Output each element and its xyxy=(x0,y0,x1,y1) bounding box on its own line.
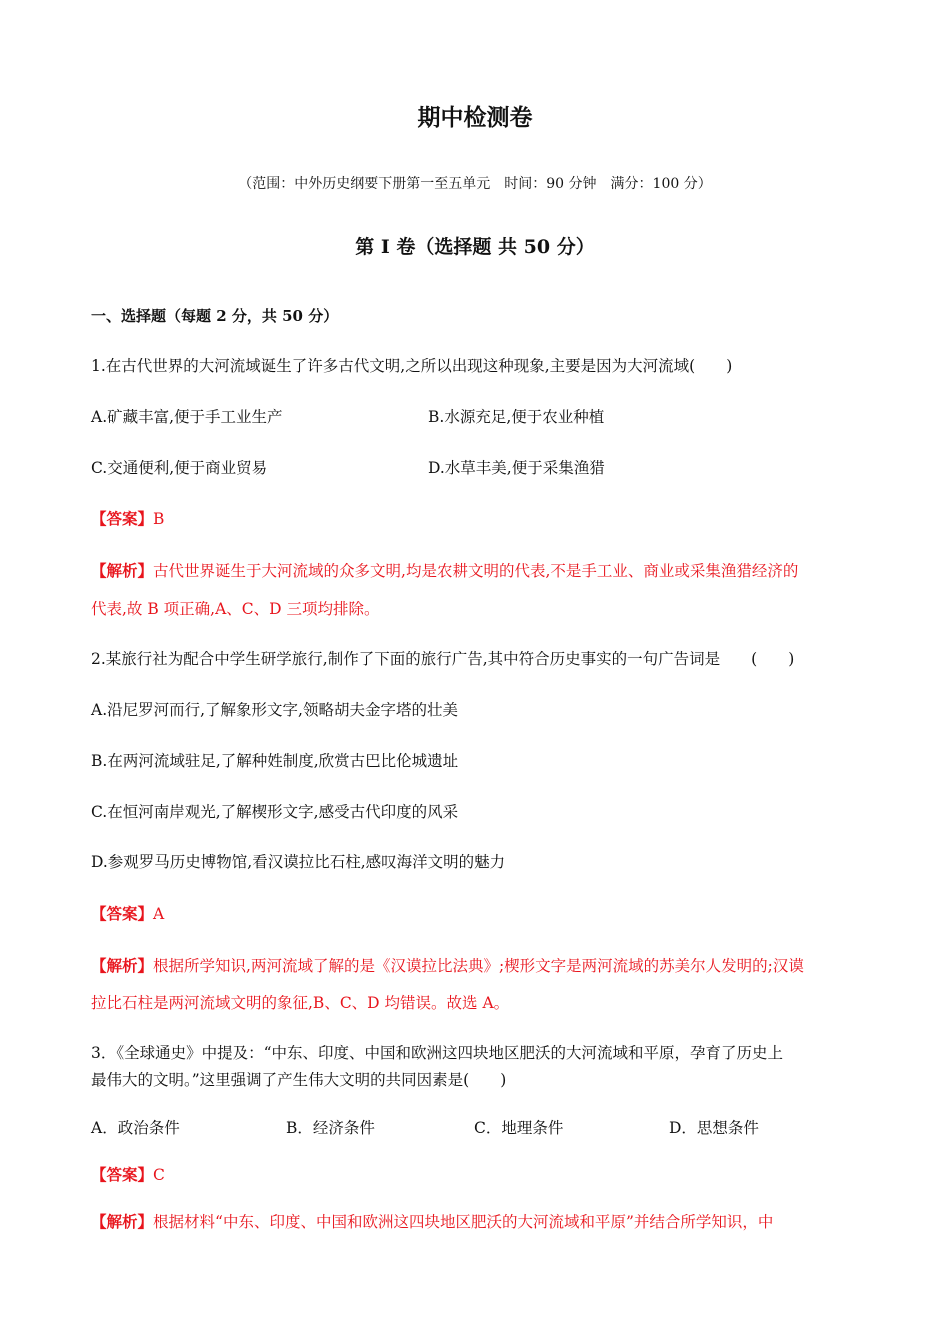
q1-answer-value: B xyxy=(153,510,165,528)
q2-option-a: A.沿尼罗河而行,了解象形文字,领略胡夫金字塔的壮美 xyxy=(91,701,458,719)
q2-answer-value: A xyxy=(153,905,165,923)
q3-answer-label: 【答案】 xyxy=(91,1165,154,1184)
q3-option-b: B．经济条件 xyxy=(286,1119,375,1137)
q2-analysis-text-1: 根据所学知识,两河流域了解的是《汉谟拉比法典》;楔形文字是两河流域的苏美尔人发明的;汉谟 xyxy=(153,957,804,975)
q1-option-d: D.水草丰美,便于采集渔猎 xyxy=(428,459,605,477)
q1-option-a: A.矿藏丰富,便于手工业生产 xyxy=(91,408,283,426)
exam-scope: （范围：中外历史纲要下册第一至五单元 时间：90 分钟 满分：100 分） xyxy=(238,176,712,192)
q2-option-d: D.参观罗马历史博物馆,看汉谟拉比石柱,感叹海洋文明的魅力 xyxy=(91,853,506,871)
q3-answer xyxy=(91,1164,165,1186)
q1-answer-label: 【答案】 xyxy=(91,509,154,528)
q2-analysis-line-1 xyxy=(91,955,804,977)
volume-title: 第 I 卷（选择题 共 50 分） xyxy=(355,236,595,258)
q1-stem: 1.在古代世界的大河流域诞生了许多古代文明,之所以出现这种现象,主要是因为大河流域( ) xyxy=(91,357,733,375)
q3-stem-line-1: 3．《全球通史》中提及：“中东、印度、中国和欧洲这四块地区肥沃的大河流域和平原，孕育了历史上 xyxy=(91,1044,784,1062)
q3-analysis-text-1: 根据材料“中东、印度、中国和欧洲这四块地区肥沃的大河流域和平原”并结合所学知识，中 xyxy=(153,1213,774,1231)
q2-stem: 2.某旅行社为配合中学生研学旅行,制作了下面的旅行广告,其中符合历史事实的一句广告词是 ( ) xyxy=(91,650,795,668)
section-title: 一、选择题（每题 2 分，共 50 分） xyxy=(91,307,339,325)
q3-stem-line-2: 最伟大的文明。”这里强调了产生伟大文明的共同因素是( ) xyxy=(91,1071,507,1089)
q2-analysis-line-2: 拉比石柱是两河流域文明的象征,B、C、D 均错误。故选 A。 xyxy=(91,994,510,1012)
q3-analysis-line-1 xyxy=(91,1211,773,1233)
q2-analysis-label: 【解析】 xyxy=(91,956,154,975)
q3-option-d: D．思想条件 xyxy=(669,1119,759,1137)
q1-option-b: B.水源充足,便于农业种植 xyxy=(428,408,605,426)
page-title: 期中检测卷 xyxy=(417,104,533,131)
q1-option-c: C.交通便利,便于商业贸易 xyxy=(91,459,268,477)
q2-answer-label: 【答案】 xyxy=(91,904,154,923)
q1-analysis-label: 【解析】 xyxy=(91,561,154,580)
q3-analysis-label: 【解析】 xyxy=(91,1212,154,1231)
q1-analysis-line-1 xyxy=(91,560,798,582)
q1-analysis-line-2: 代表,故 B 项正确,A、C、D 三项均排除。 xyxy=(91,600,380,618)
q2-answer xyxy=(91,903,164,925)
q3-option-c: C．地理条件 xyxy=(474,1119,564,1137)
q1-answer xyxy=(91,508,164,530)
q2-option-b: B.在两河流域驻足,了解种姓制度,欣赏古巴比伦城遗址 xyxy=(91,752,459,770)
q3-answer-value: C xyxy=(153,1166,165,1184)
q2-option-c: C.在恒河南岸观光,了解楔形文字,感受古代印度的风采 xyxy=(91,803,459,821)
q1-analysis-text-1: 古代世界诞生于大河流域的众多文明,均是农耕文明的代表,不是手工业、商业或采集渔猎经济的 xyxy=(153,562,799,580)
q3-option-a: A．政治条件 xyxy=(91,1119,180,1137)
